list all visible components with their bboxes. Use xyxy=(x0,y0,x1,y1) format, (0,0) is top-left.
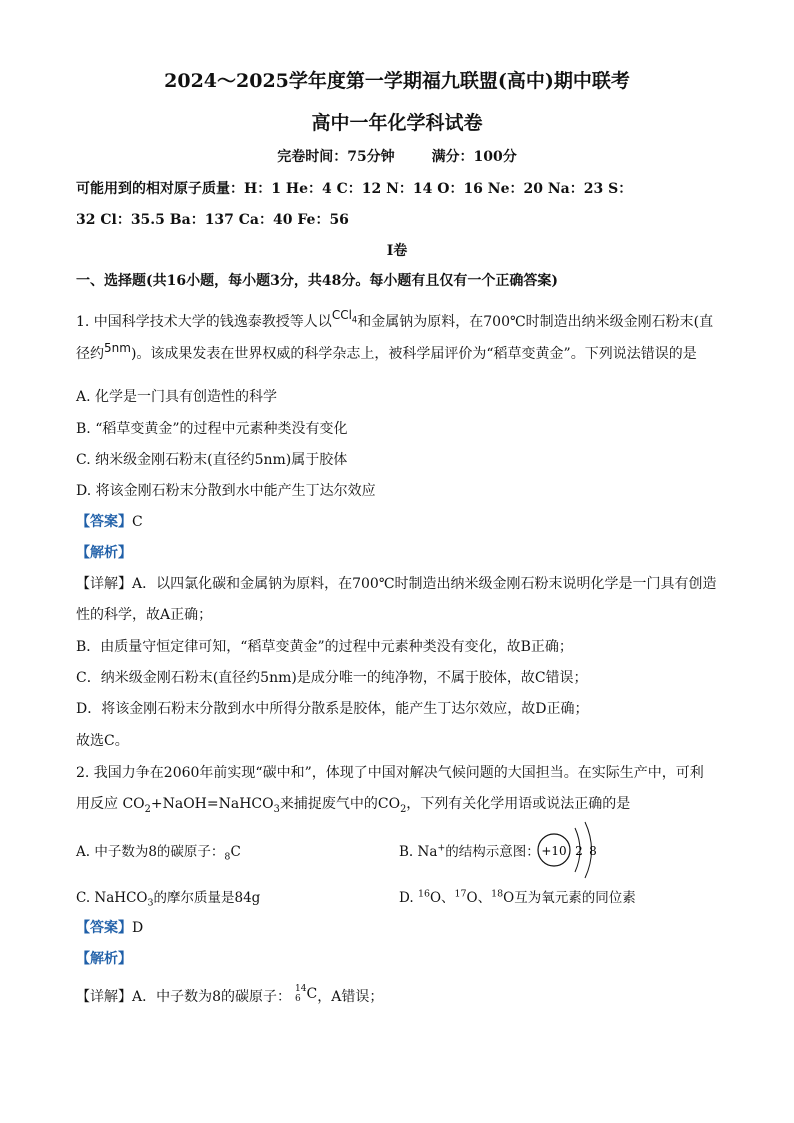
q1-detail-line-4: C．纳米级金刚石粉末(直径约5nm)是成分唯一的纯净物，不属于胶体，故C错误； xyxy=(76,670,588,686)
q2-stem-part: ，下列有关化学用语或说法正确的是 xyxy=(406,796,631,812)
atomic-masses-line-1: 可能用到的相对原子质量：H：1 He：4 C：12 N：14 O：16 Ne：20 Na：23 S： xyxy=(76,181,633,197)
mass-number: 18 xyxy=(491,888,504,900)
q2-option-c xyxy=(76,886,260,909)
q2-option-d xyxy=(399,886,636,906)
q2-stem-line-1: 2. 我国力争在2060年前实现“碳中和”，体现了中国对解决气候问题的大国担当。在实际生产中，可利 xyxy=(76,765,704,781)
ccl4-text: CCl xyxy=(331,308,352,322)
answer-tag: 【答案】 xyxy=(76,514,132,530)
q2-detail-line-1 xyxy=(76,986,726,1007)
detail-text: ，A错误； xyxy=(317,989,384,1005)
detail-tag: 【详解】 xyxy=(76,576,132,592)
isotope-element: C xyxy=(306,986,318,1002)
isotope-atomic-number: 6 xyxy=(295,994,301,1004)
option-text: O互为氧元素的同位素 xyxy=(503,890,636,906)
option-text: A. 中子数为8的碳原子： xyxy=(76,844,225,860)
q1-detail-line-5: D．将该金刚石粉末分散到水中所得分散系是胶体，能产生丁达尔效应，故D正确； xyxy=(76,701,589,717)
isotope-mass-number: 14 xyxy=(295,984,307,994)
atomic-number: 8 xyxy=(224,851,231,863)
q1-answer xyxy=(76,511,726,531)
q2-analysis xyxy=(76,948,726,968)
q1-detail-line-6: 故选C。 xyxy=(76,733,129,749)
isotope-numbers xyxy=(295,984,306,1004)
option-text: C. NaHCO xyxy=(76,890,148,906)
option-text: O、 xyxy=(429,890,455,906)
exam-meta xyxy=(0,146,794,166)
option-text: B. Na xyxy=(399,844,438,860)
shell-2-electrons: 8 xyxy=(589,844,597,858)
subscript: 3 xyxy=(273,803,280,815)
exam-score: 满分：100分 xyxy=(431,149,517,165)
answer-value: D xyxy=(132,920,144,936)
option-text: O、 xyxy=(466,890,492,906)
q2-stem-part: 用反应 CO xyxy=(76,796,145,812)
analysis-tag: 【解析】 xyxy=(76,545,132,561)
option-text: 的摩尔质量是84g xyxy=(153,890,261,906)
detail-text: A．以四氯化碳和金属钠为原料，在700℃时制造出纳米级金刚石粉末说明化学是一门具有创造 xyxy=(132,576,717,592)
mass-number: 17 xyxy=(454,888,467,900)
exam-subtitle: 高中一年化学科试卷 xyxy=(311,112,483,134)
q1-detail-line-3: B．由质量守恒定律可知，“稻草变黄金”的过程中元素种类没有变化，故B正确； xyxy=(76,639,573,655)
nucleus-charge: +10 xyxy=(541,844,567,858)
q2-option-b xyxy=(399,840,540,860)
nm-value: 5nm xyxy=(104,341,131,355)
section-heading: 一、选择题(共16小题，每小题3分，共48分。每小题有且仅有一个正确答案) xyxy=(76,273,558,289)
detail-tag: 【详解】 xyxy=(76,989,132,1005)
mass-number: 16 xyxy=(417,888,430,900)
isotope-notation xyxy=(295,984,317,1004)
q1-stem-line-1 xyxy=(76,308,726,331)
exam-time: 完卷时间：75分钟 xyxy=(277,149,395,165)
q2-option-a xyxy=(76,840,241,863)
q1-option-c: C. 纳米级金刚石粉末(直径约5nm)属于胶体 xyxy=(76,452,348,468)
subscript: 3 xyxy=(147,897,154,909)
na-ion-structure-diagram xyxy=(535,818,605,882)
section-label: I卷 xyxy=(386,243,408,259)
q1-detail-line-2: 性的科学，故A正确； xyxy=(76,607,213,623)
option-text: D. xyxy=(399,890,418,906)
option-text: 的结构示意图： xyxy=(445,844,540,860)
subscript: 2 xyxy=(144,803,151,815)
q1-stem-part: )。该成果发表在世界权威的科学杂志上，被科学届评价为“稻草变黄金”。下列说法错误的是 xyxy=(130,346,697,362)
q2-stem-line-2 xyxy=(76,793,726,815)
q2-answer xyxy=(76,917,726,937)
q1-option-a: A. 化学是一门具有创造性的科学 xyxy=(76,389,278,405)
analysis-tag: 【解析】 xyxy=(76,951,132,967)
q2-stem-part: 来捕捉废气中的CO xyxy=(279,796,401,812)
shell-1-electrons: 2 xyxy=(575,844,583,858)
element-symbol: C xyxy=(230,844,241,860)
subscript: 2 xyxy=(400,803,407,815)
ccl4-formula xyxy=(331,308,358,325)
q1-stem-part: 1. 中国科学技术大学的钱逸泰教授等人以 xyxy=(76,314,332,330)
detail-text: A．中子数为8的碳原子： xyxy=(132,989,292,1005)
charge: + xyxy=(437,842,446,854)
exam-title: 2024～2025学年度第一学期福九联盟(高中)期中联考 xyxy=(164,70,630,92)
q2-stem-part: +NaOH=NaHCO xyxy=(150,796,274,812)
answer-tag: 【答案】 xyxy=(76,920,132,936)
q1-stem-line-2 xyxy=(76,343,726,363)
q1-option-d: D. 将该金刚石粉末分散到水中能产生丁达尔效应 xyxy=(76,483,376,499)
answer-value: C xyxy=(132,514,143,530)
ccl4-subscript: 4 xyxy=(351,314,358,325)
atomic-masses-line-2: 32 Cl：35.5 Ba：137 Ca：40 Fe：56 xyxy=(76,212,349,228)
q1-option-b: B. “稻草变黄金”的过程中元素种类没有变化 xyxy=(76,421,348,437)
q1-detail-line-1 xyxy=(76,573,726,593)
q1-stem-part: 和金属钠为原料，在700℃时制造出纳米级金刚石粉末(直 xyxy=(357,314,714,330)
q1-analysis xyxy=(76,542,726,562)
q1-stem-part: 径约 xyxy=(76,346,104,362)
